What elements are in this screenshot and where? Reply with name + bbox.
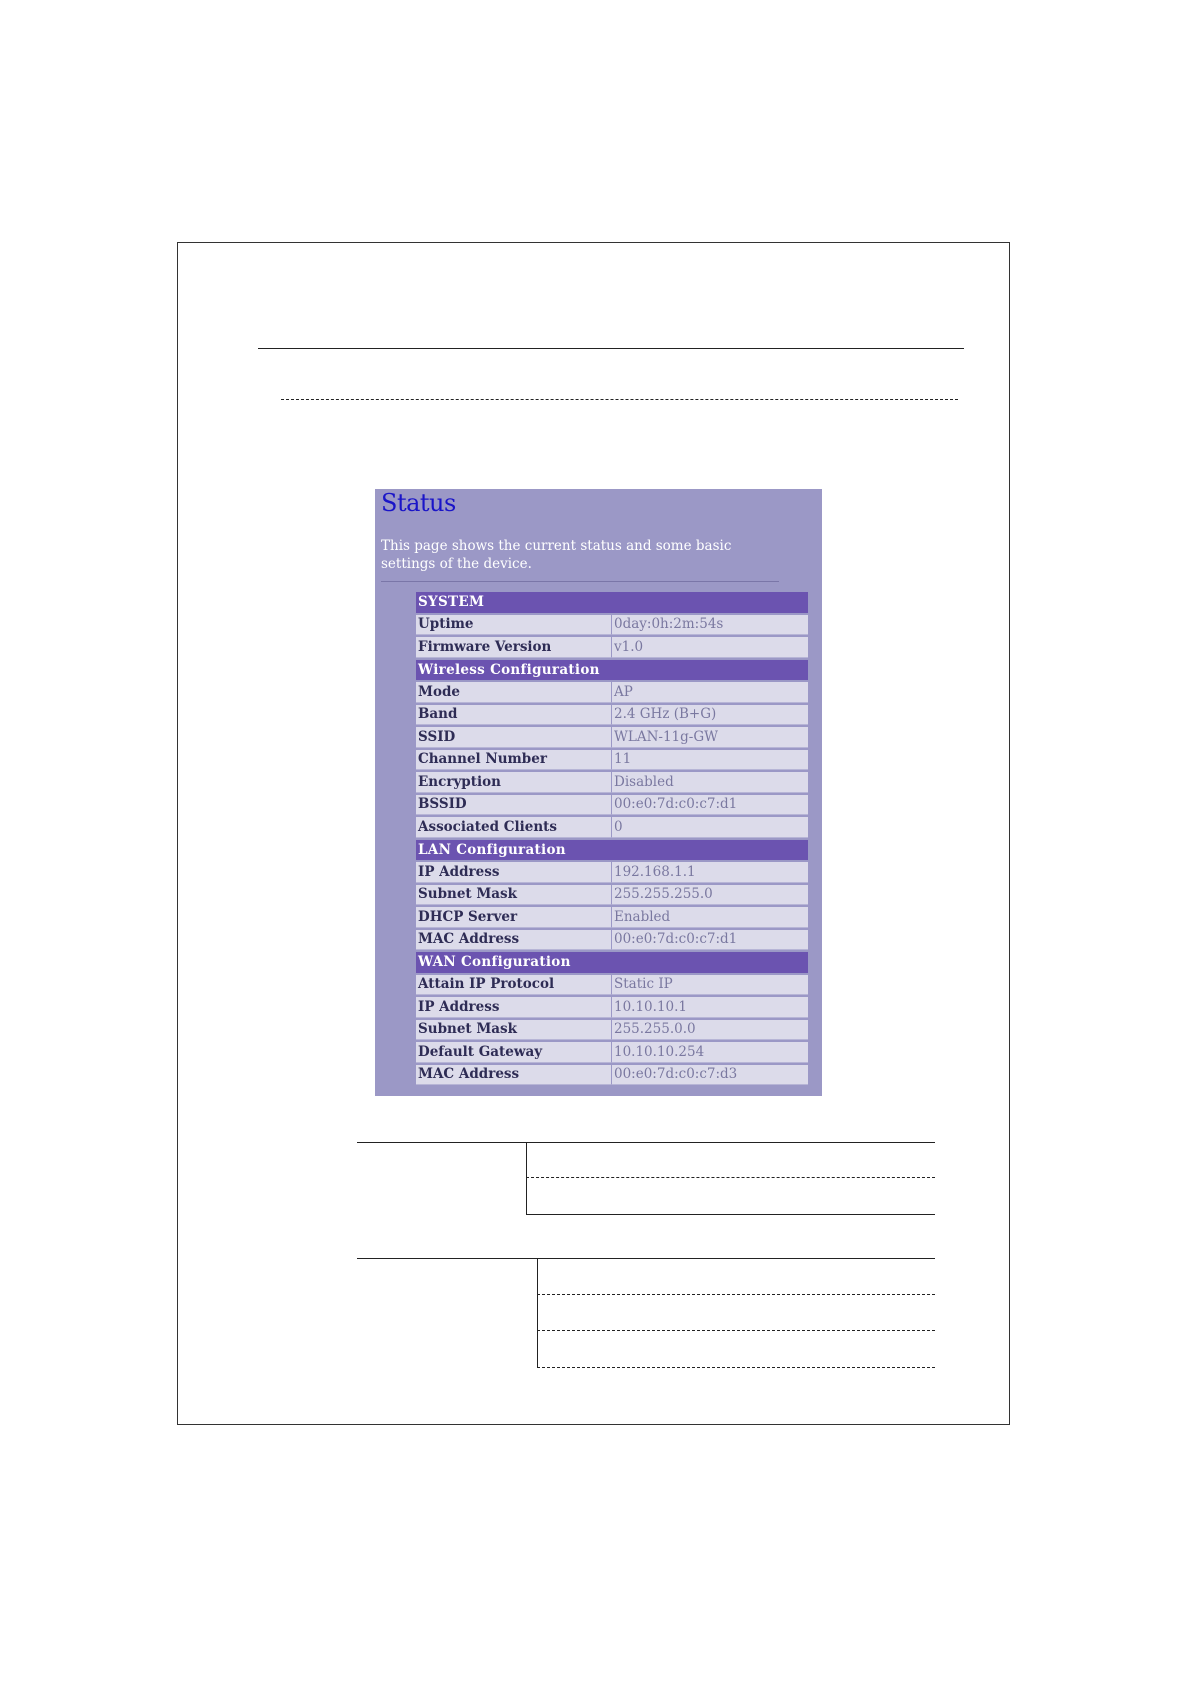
- table-row: [416, 705, 808, 726]
- table-column-divider-1: [526, 1142, 527, 1214]
- table-row: [416, 1065, 808, 1086]
- row-label: BSSID: [416, 795, 612, 816]
- row-label: Subnet Mask: [416, 885, 612, 906]
- row-value: 11: [612, 750, 808, 771]
- table-column-divider-2: [537, 1258, 538, 1368]
- table-top-rule-1: [357, 1142, 935, 1143]
- section-header: SYSTEM: [416, 592, 808, 613]
- row-label: Band: [416, 705, 612, 726]
- row-value: Static IP: [612, 975, 808, 996]
- row-label: Mode: [416, 682, 612, 703]
- section-header: WAN Configuration: [416, 952, 808, 973]
- row-value: v1.0: [612, 637, 808, 658]
- table-row: [416, 975, 808, 996]
- row-value: Enabled: [612, 907, 808, 928]
- section-header-row: [416, 840, 808, 861]
- table-row: [416, 907, 808, 928]
- section-header-row: [416, 660, 808, 681]
- row-label: Subnet Mask: [416, 1020, 612, 1041]
- status-table: [416, 590, 808, 1087]
- header-rule: [258, 348, 964, 349]
- row-value: AP: [612, 682, 808, 703]
- row-value: 255.255.0.0: [612, 1020, 808, 1041]
- table-row: [416, 862, 808, 883]
- row-value: Disabled: [612, 772, 808, 793]
- table-row: [416, 772, 808, 793]
- row-value: 10.10.10.254: [612, 1042, 808, 1063]
- page-description: This page shows the current status and some basic settings of the device.: [381, 538, 732, 572]
- table-row-divider-1: [526, 1177, 935, 1178]
- table-row: [416, 930, 808, 951]
- section-header-row: [416, 952, 808, 973]
- row-label: Channel Number: [416, 750, 612, 771]
- table-row: [416, 1020, 808, 1041]
- row-label: IP Address: [416, 862, 612, 883]
- row-value: 192.168.1.1: [612, 862, 808, 883]
- table-bottom-rule-1: [526, 1214, 935, 1215]
- table-row: [416, 997, 808, 1018]
- row-label: Associated Clients: [416, 817, 612, 838]
- table-row: [416, 750, 808, 771]
- table-row: [416, 727, 808, 748]
- table-row: [416, 615, 808, 636]
- table-row: [416, 682, 808, 703]
- status-screenshot-panel: [375, 489, 822, 1096]
- row-label: Uptime: [416, 615, 612, 636]
- section-header-row: [416, 592, 808, 613]
- row-label: SSID: [416, 727, 612, 748]
- row-label: Encryption: [416, 772, 612, 793]
- page-title: Status: [381, 489, 456, 517]
- row-label: Attain IP Protocol: [416, 975, 612, 996]
- table-row-divider-3: [537, 1330, 935, 1331]
- section-header: LAN Configuration: [416, 840, 808, 861]
- table-row: [416, 795, 808, 816]
- row-label: Default Gateway: [416, 1042, 612, 1063]
- row-label: Firmware Version: [416, 637, 612, 658]
- row-value: 0day:0h:2m:54s: [612, 615, 808, 636]
- header-dashed-rule: [281, 399, 958, 400]
- row-value: 0: [612, 817, 808, 838]
- row-value: WLAN-11g-GW: [612, 727, 808, 748]
- table-row: [416, 637, 808, 658]
- table-row-divider-2: [537, 1294, 935, 1295]
- table-row-divider-4: [537, 1367, 935, 1368]
- table-row: [416, 885, 808, 906]
- table-row: [416, 817, 808, 838]
- row-label: DHCP Server: [416, 907, 612, 928]
- divider: [381, 581, 779, 582]
- row-label: MAC Address: [416, 1065, 612, 1086]
- table-row: [416, 1042, 808, 1063]
- row-value: 00:e0:7d:c0:c7:d1: [612, 930, 808, 951]
- row-label: MAC Address: [416, 930, 612, 951]
- row-value: 2.4 GHz (B+G): [612, 705, 808, 726]
- table-top-rule-2: [357, 1258, 935, 1259]
- row-value: 00:e0:7d:c0:c7:d1: [612, 795, 808, 816]
- section-header: Wireless Configuration: [416, 660, 808, 681]
- row-value: 255.255.255.0: [612, 885, 808, 906]
- row-label: IP Address: [416, 997, 612, 1018]
- row-value: 10.10.10.1: [612, 997, 808, 1018]
- row-value: 00:e0:7d:c0:c7:d3: [612, 1065, 808, 1086]
